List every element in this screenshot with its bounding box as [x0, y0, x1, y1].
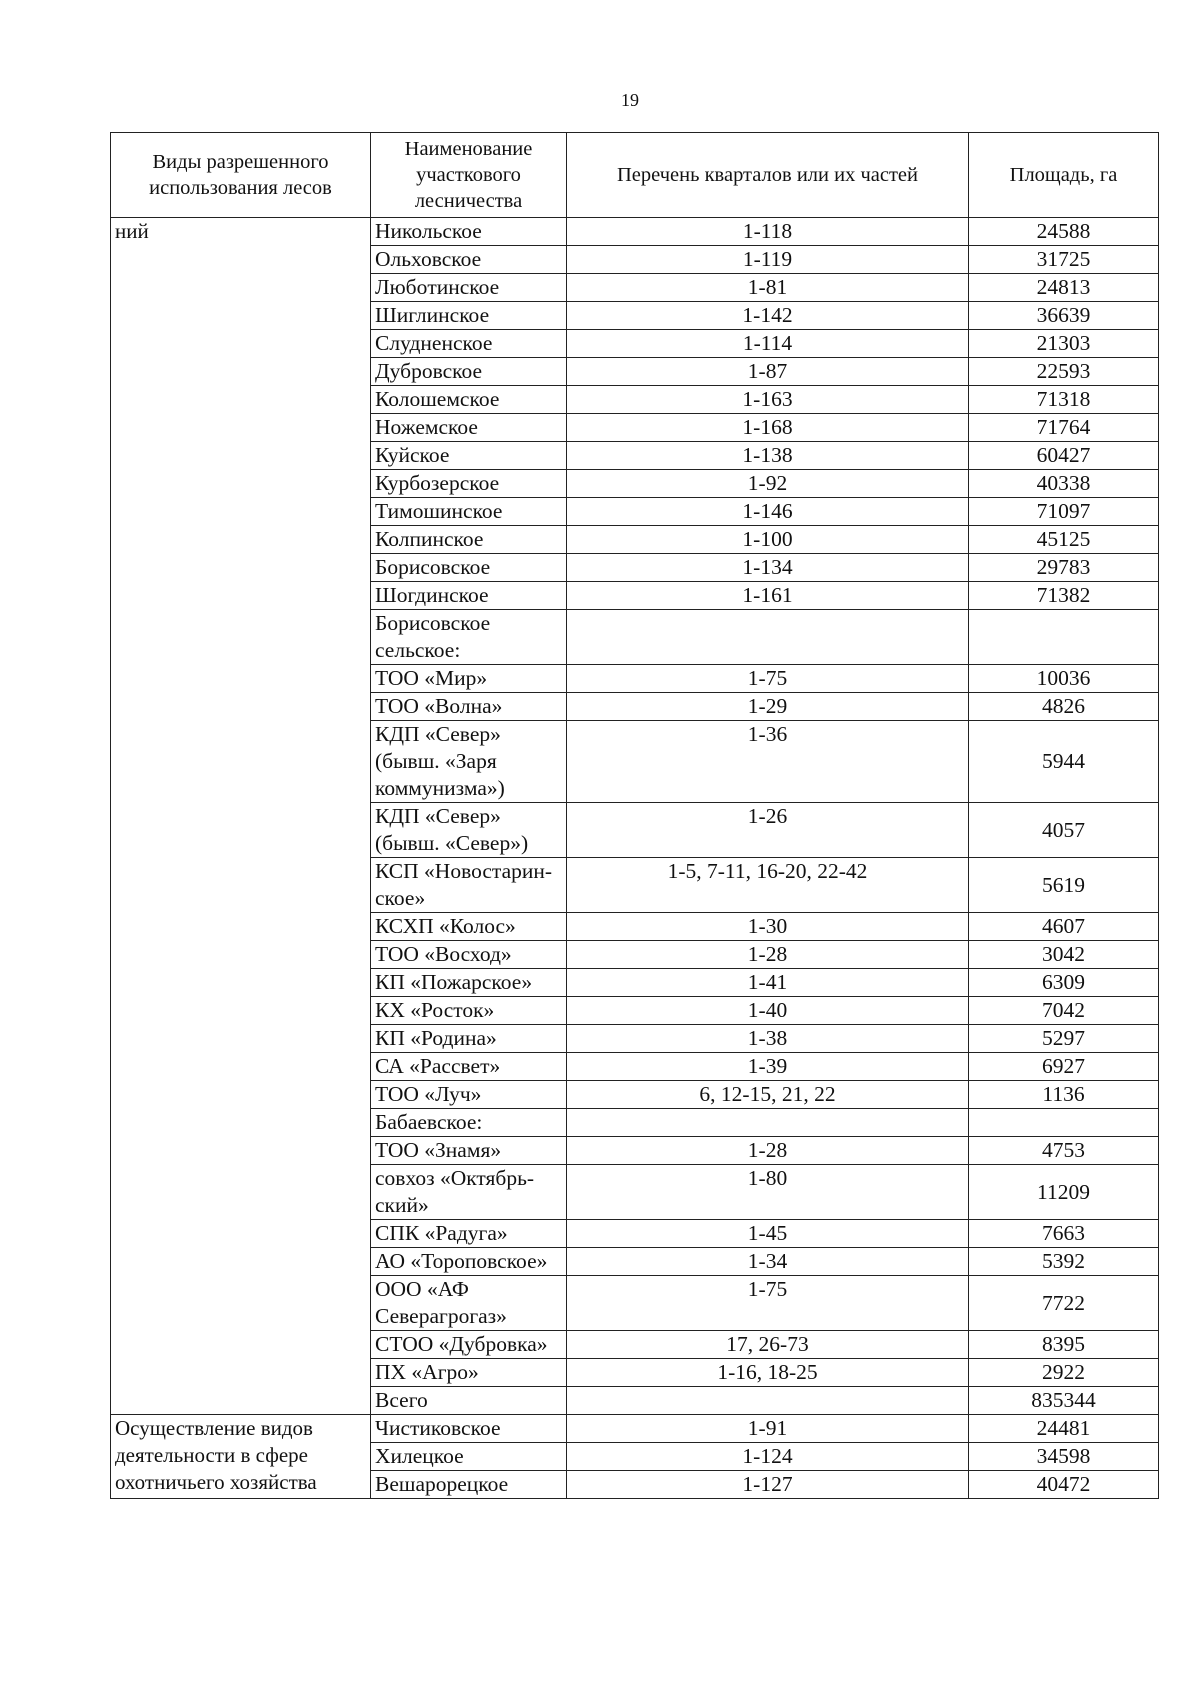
forestry-name-cell: ТОО «Восход»: [371, 941, 567, 969]
quarters-cell: 1-28: [567, 941, 969, 969]
forestry-name-cell: ТОО «Знамя»: [371, 1137, 567, 1165]
quarters-cell: 1-118: [567, 218, 969, 246]
table-row: [111, 1415, 1159, 1443]
forestry-name-cell: Никольское: [371, 218, 567, 246]
forestry-name-cell: Всего: [371, 1387, 567, 1415]
quarters-cell: 1-40: [567, 997, 969, 1025]
quarters-cell: 1-119: [567, 246, 969, 274]
area-cell: 7042: [969, 997, 1159, 1025]
forestry-name-cell: ООО «АФ Северагрогаз»: [371, 1276, 567, 1331]
quarters-cell: 1-45: [567, 1220, 969, 1248]
quarters-cell: 1-161: [567, 582, 969, 610]
area-cell: 71764: [969, 414, 1159, 442]
quarters-cell: 1-87: [567, 358, 969, 386]
forestry-name-cell: ПХ «Агро»: [371, 1359, 567, 1387]
quarters-cell: [567, 1387, 969, 1415]
header-forestry: Наименование участкового лесничества: [371, 133, 567, 218]
table-row: [111, 218, 1159, 246]
area-cell: 40472: [969, 1471, 1159, 1499]
forestry-name-cell: Дубровское: [371, 358, 567, 386]
forest-use-table: [110, 132, 1159, 1499]
area-cell: 835344: [969, 1387, 1159, 1415]
forestry-name-cell: СТОО «Дубровка»: [371, 1331, 567, 1359]
forestry-name-cell: КСП «Новостарин-ское»: [371, 858, 567, 913]
quarters-cell: 1-75: [567, 1276, 969, 1331]
quarters-cell: 1-38: [567, 1025, 969, 1053]
area-cell: 11209: [969, 1165, 1159, 1220]
use-kind-cell: Осуществление видов деятельности в сфере охотничьего хозяйства: [111, 1415, 371, 1499]
quarters-cell: 1-92: [567, 470, 969, 498]
quarters-cell: 1-80: [567, 1165, 969, 1220]
quarters-cell: 1-142: [567, 302, 969, 330]
area-cell: 29783: [969, 554, 1159, 582]
forestry-name-cell: КДП «Север» (бывш. «Север»): [371, 803, 567, 858]
area-cell: 4826: [969, 693, 1159, 721]
quarters-cell: 1-5, 7-11, 16-20, 22-42: [567, 858, 969, 913]
forestry-name-cell: Бабаевское:: [371, 1109, 567, 1137]
forestry-name-cell: КХ «Росток»: [371, 997, 567, 1025]
forestry-name-cell: Куйское: [371, 442, 567, 470]
area-cell: 71318: [969, 386, 1159, 414]
forestry-name-cell: Колпинское: [371, 526, 567, 554]
forestry-name-cell: КП «Родина»: [371, 1025, 567, 1053]
quarters-cell: 1-91: [567, 1415, 969, 1443]
area-cell: 4057: [969, 803, 1159, 858]
quarters-cell: 1-124: [567, 1443, 969, 1471]
forestry-name-cell: Колошемское: [371, 386, 567, 414]
area-cell: 45125: [969, 526, 1159, 554]
quarters-cell: 1-81: [567, 274, 969, 302]
forestry-name-cell: КДП «Север» (бывш. «Заря коммунизма»): [371, 721, 567, 803]
forestry-name-cell: Вешарорецкое: [371, 1471, 567, 1499]
area-cell: 5944: [969, 721, 1159, 803]
forestry-name-cell: Борисовское: [371, 554, 567, 582]
quarters-cell: 1-138: [567, 442, 969, 470]
area-cell: 60427: [969, 442, 1159, 470]
area-cell: 21303: [969, 330, 1159, 358]
quarters-cell: 1-34: [567, 1248, 969, 1276]
quarters-cell: 1-75: [567, 665, 969, 693]
forestry-name-cell: Шиглинское: [371, 302, 567, 330]
forestry-name-cell: ТОО «Мир»: [371, 665, 567, 693]
forestry-name-cell: совхоз «Октябрь-ский»: [371, 1165, 567, 1220]
area-cell: 8395: [969, 1331, 1159, 1359]
quarters-cell: 1-16, 18-25: [567, 1359, 969, 1387]
area-cell: 3042: [969, 941, 1159, 969]
forestry-name-cell: Чистиковское: [371, 1415, 567, 1443]
forestry-name-cell: Хилецкое: [371, 1443, 567, 1471]
area-cell: 71382: [969, 582, 1159, 610]
table-header-row: [111, 133, 1159, 218]
area-cell: [969, 1109, 1159, 1137]
area-cell: 24813: [969, 274, 1159, 302]
area-cell: 7722: [969, 1276, 1159, 1331]
forestry-name-cell: Курбозерское: [371, 470, 567, 498]
area-cell: 4607: [969, 913, 1159, 941]
area-cell: 10036: [969, 665, 1159, 693]
quarters-cell: 1-114: [567, 330, 969, 358]
area-cell: 6927: [969, 1053, 1159, 1081]
area-cell: 24588: [969, 218, 1159, 246]
forestry-name-cell: Борисовское сельское:: [371, 610, 567, 665]
quarters-cell: 1-28: [567, 1137, 969, 1165]
area-cell: 1136: [969, 1081, 1159, 1109]
quarters-cell: 1-100: [567, 526, 969, 554]
quarters-cell: 1-29: [567, 693, 969, 721]
quarters-cell: 1-127: [567, 1471, 969, 1499]
forestry-name-cell: Слудненское: [371, 330, 567, 358]
forestry-name-cell: СПК «Радуга»: [371, 1220, 567, 1248]
quarters-cell: 1-36: [567, 721, 969, 803]
area-cell: 4753: [969, 1137, 1159, 1165]
header-kind: Виды разрешенного использования лесов: [111, 133, 371, 218]
area-cell: 2922: [969, 1359, 1159, 1387]
quarters-cell: 1-168: [567, 414, 969, 442]
area-cell: 6309: [969, 969, 1159, 997]
area-cell: 36639: [969, 302, 1159, 330]
forestry-name-cell: КСХП «Колос»: [371, 913, 567, 941]
area-cell: 24481: [969, 1415, 1159, 1443]
quarters-cell: 1-30: [567, 913, 969, 941]
quarters-cell: 1-134: [567, 554, 969, 582]
area-cell: 5619: [969, 858, 1159, 913]
forestry-name-cell: КП «Пожарское»: [371, 969, 567, 997]
quarters-cell: 1-26: [567, 803, 969, 858]
quarters-cell: 17, 26-73: [567, 1331, 969, 1359]
quarters-cell: 1-146: [567, 498, 969, 526]
quarters-cell: [567, 610, 969, 665]
header-area: Площадь, га: [969, 133, 1159, 218]
forestry-name-cell: Любoтинское: [371, 274, 567, 302]
area-cell: [969, 610, 1159, 665]
forestry-name-cell: АО «Тороповское»: [371, 1248, 567, 1276]
use-kind-cell: ний: [111, 218, 371, 1415]
quarters-cell: 1-41: [567, 969, 969, 997]
area-cell: 71097: [969, 498, 1159, 526]
area-cell: 7663: [969, 1220, 1159, 1248]
area-cell: 5297: [969, 1025, 1159, 1053]
forestry-name-cell: Ольховское: [371, 246, 567, 274]
forestry-name-cell: Тимошинское: [371, 498, 567, 526]
forestry-name-cell: Ножемское: [371, 414, 567, 442]
area-cell: 31725: [969, 246, 1159, 274]
quarters-cell: 6, 12-15, 21, 22: [567, 1081, 969, 1109]
quarters-cell: 1-163: [567, 386, 969, 414]
forestry-name-cell: Шогдинское: [371, 582, 567, 610]
area-cell: 34598: [969, 1443, 1159, 1471]
forestry-name-cell: ТОО «Луч»: [371, 1081, 567, 1109]
page-number: 19: [621, 90, 639, 110]
forestry-name-cell: ТОО «Волна»: [371, 693, 567, 721]
header-quarters: Перечень кварталов или их частей: [567, 133, 969, 218]
area-cell: 5392: [969, 1248, 1159, 1276]
quarters-cell: [567, 1109, 969, 1137]
forestry-name-cell: СА «Рассвет»: [371, 1053, 567, 1081]
quarters-cell: 1-39: [567, 1053, 969, 1081]
area-cell: 40338: [969, 470, 1159, 498]
area-cell: 22593: [969, 358, 1159, 386]
